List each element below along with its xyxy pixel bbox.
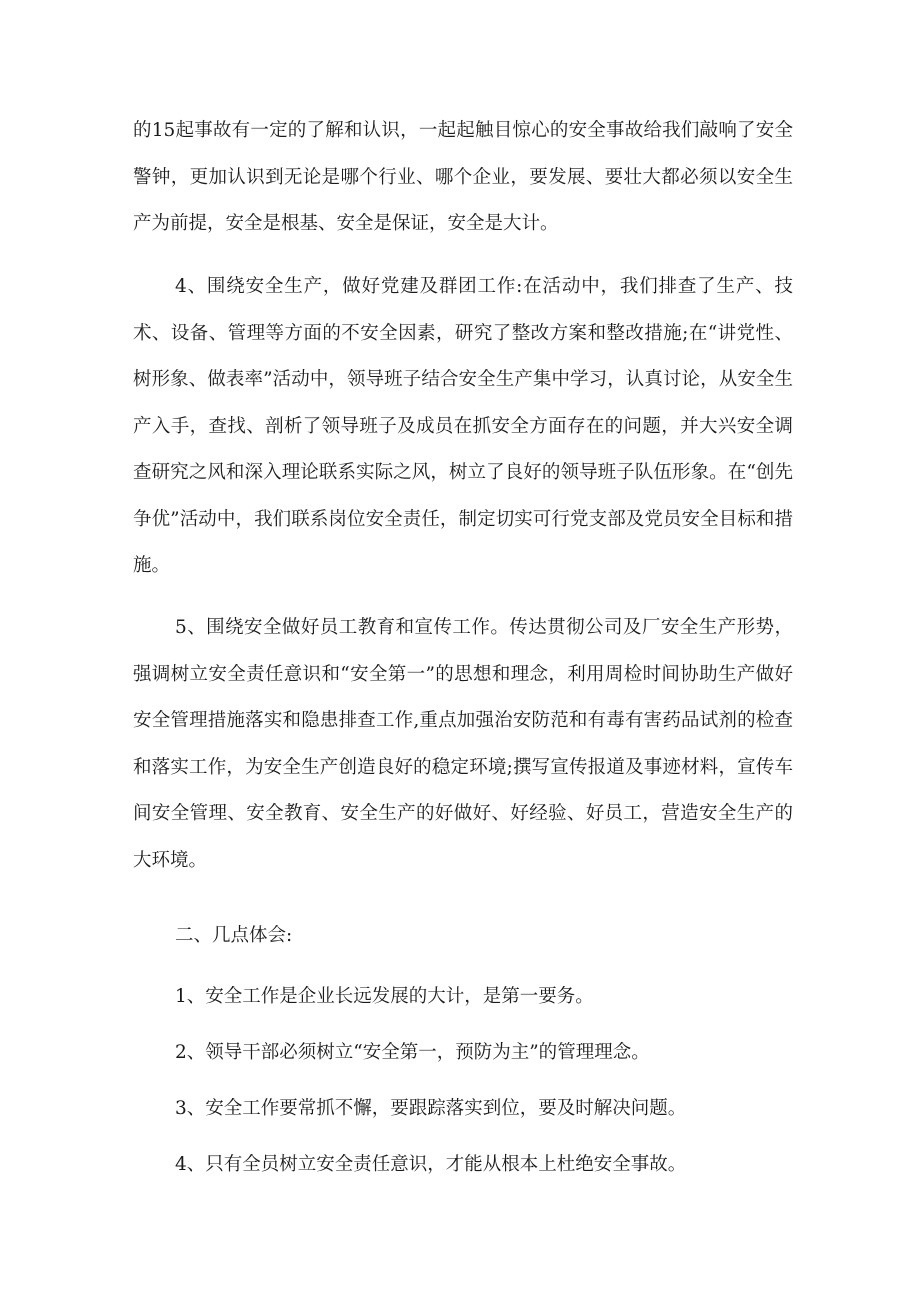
body-paragraph-1: 的15起事故有一定的了解和认识，一起起触目惊心的安全事故给我们敲响了安全警钟，更加认识到无论是哪个行业、哪个企业，要发展、要壮大都必须以安全生产为前提，安全是根基、安全是保证，安全是大计。 [133,120,793,234]
list-item: 1、安全工作是企业长远发展的大计，是第一要务。 [175,986,594,1007]
list-item: 3、安全工作要常抓不懈，要跟踪落实到位，要及时解决问题。 [175,1098,687,1119]
list-item: 2、领导干部必须树立“安全第一，预防为主”的管理理念。 [175,1042,650,1063]
body-paragraph-3: 5、围绕安全做好员工教育和宣传工作。传达贯彻公司及厂安全生产形势，强调树立安全责任意识和“安全第一”的思想和理念，利用周检时间协助生产做好安全管理措施落实和隐患排查工作,重点加强治安防范和有毒有害药品试剂的检查和落实工作，为安全生产创造良好的稳定环境;撰写宣传报道及事迹材料，宣传车间安全管理、安全教育、安全生产的好做好、好经验、好员工，营造安全生产的大环境。 [133,617,793,871]
list-item: 4、只有全员树立安全责任意识，才能从根本上杜绝安全事故。 [175,1154,687,1175]
body-paragraph-2: 4、围绕安全生产，做好党建及群团工作:在活动中，我们排查了生产、技术、设备、管理等方面的不安全因素，研究了整改方案和整改措施;在“讲党性、树形象、做表率”活动中，领导班子结合安全生产集中学习，认真讨论，从安全生产入手，查找、剖析了领导班子及成员在抓安全方面存在的问题，并大兴安全调查研究之风和深入理论联系实际之风，树立了良好的领导班子队伍形象。在“创先争优”活动中，我们联系岗位安全责任，制定切实可行党支部及党员安全目标和措施。 [133,276,793,576]
section-heading: 二、几点体会: [175,925,293,946]
